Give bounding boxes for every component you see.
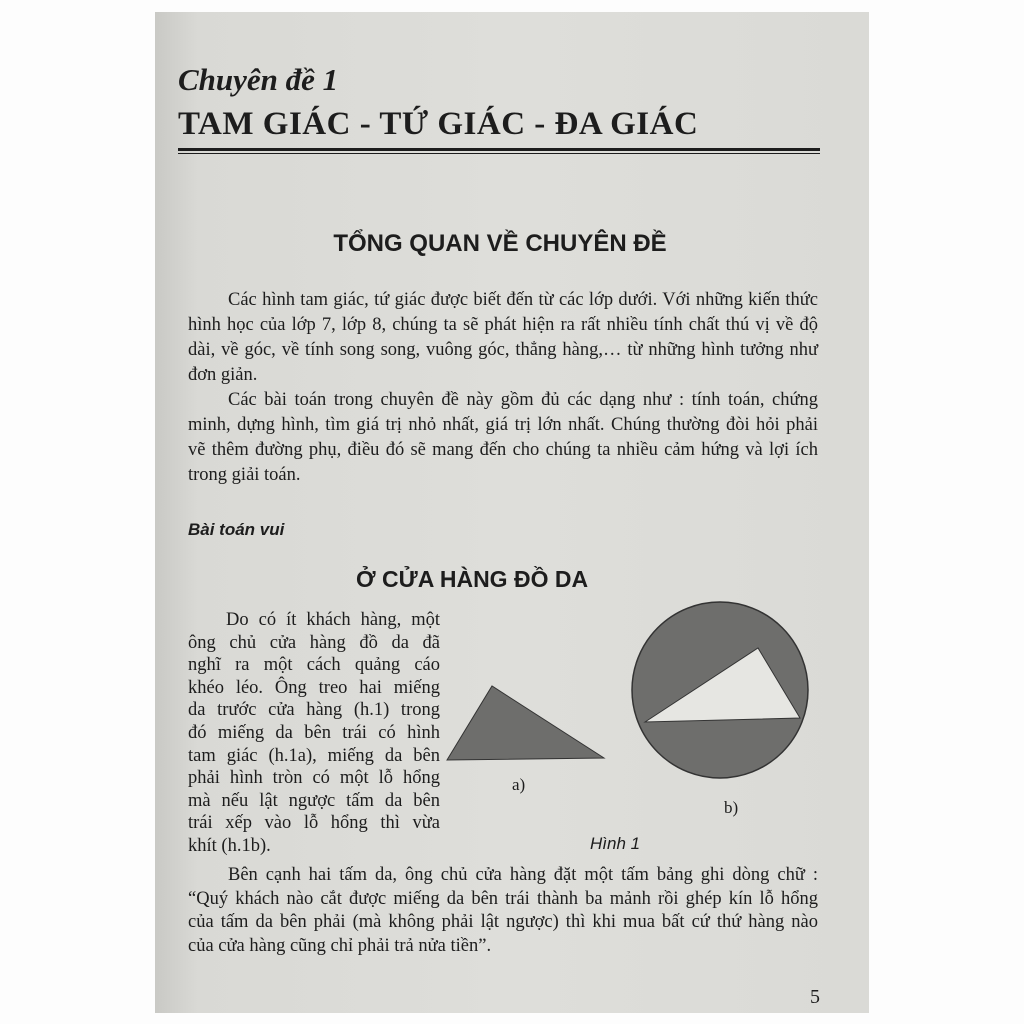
triangle-shape-a: [447, 686, 604, 760]
text-line: của tấm da bên phải (mà không phải lật ngược) thì khi mua bất cứ thứ hàng nào: [188, 912, 818, 932]
text-line: nghĩ ra một cách quảng cáo: [188, 655, 440, 675]
text-line: minh, dựng hình, tìm giá trị nhỏ nhất, giá trị lớn nhất. Chúng thường đòi hỏi phải: [188, 415, 818, 435]
text-line: Do có ít khách hàng, một: [226, 610, 440, 630]
text-line: Bên cạnh hai tấm da, ông chủ cửa hàng đặt một tấm bảng ghi dòng chữ :: [228, 865, 818, 885]
chapter-title: TAM GIÁC - TỨ GIÁC - ĐA GIÁC: [178, 106, 699, 142]
text-line: Các bài toán trong chuyên đề này gồm đủ các dạng như : tính toán, chứng: [228, 390, 818, 410]
puzzle-title: Ở CỬA HÀNG ĐỒ DA: [356, 566, 589, 592]
text-line: “Quý khách nào cắt được miếng da bên trái thành ba mảnh rồi ghép kín lỗ hổng: [188, 889, 818, 909]
text-line: dài, về góc, về tính song song, vuông góc, thẳng hàng,… từ những hình tưởng như: [188, 340, 818, 360]
text-line: của cửa hàng cũng chỉ phải trả nửa tiền”.: [188, 936, 492, 956]
text-line: hình học của lớp 7, lớp 8, chúng ta sẽ phát hiện ra rất nhiều tính chất thú vị về độ: [188, 315, 818, 335]
text-line: khít (h.1b).: [188, 836, 271, 856]
text-line: khéo léo. Ông treo hai miếng: [188, 678, 440, 698]
text-line: vẽ thêm đường phụ, điều đó sẽ mang đến cho chúng ta nhiều cảm hứng và lợi ích: [188, 440, 818, 460]
text-line: phải hình tròn có một lỗ hổng: [188, 768, 440, 788]
chapter-label: Chuyên đề 1: [178, 62, 339, 97]
subheading: Bài toán vui: [188, 520, 285, 539]
figure-caption: Hình 1: [590, 834, 641, 853]
page-number: 5: [810, 986, 820, 1008]
text-line: da trước cửa hàng (h.1) trong: [188, 700, 440, 720]
text-line: ông chủ cửa hàng đồ da đã: [188, 633, 440, 653]
text-line: đó miếng da bên trái có hình: [188, 723, 440, 743]
text-line: trái xếp vào lỗ hổng thì vừa: [188, 813, 440, 833]
figure-label-a: a): [512, 775, 526, 794]
text-line: đơn giản.: [188, 365, 258, 385]
figure-label-b: b): [724, 798, 739, 817]
text-line: mà nếu lật ngược tấm da bên: [188, 791, 440, 811]
text-line: Các hình tam giác, tứ giác được biết đến từ các lớp dưới. Với những kiến thức: [228, 290, 818, 310]
text-line: tam giác (h.1a), miếng da bên: [188, 746, 440, 766]
text-line: trong giải toán.: [188, 465, 301, 485]
section-title: TỔNG QUAN VỀ CHUYÊN ĐỀ: [333, 230, 667, 257]
